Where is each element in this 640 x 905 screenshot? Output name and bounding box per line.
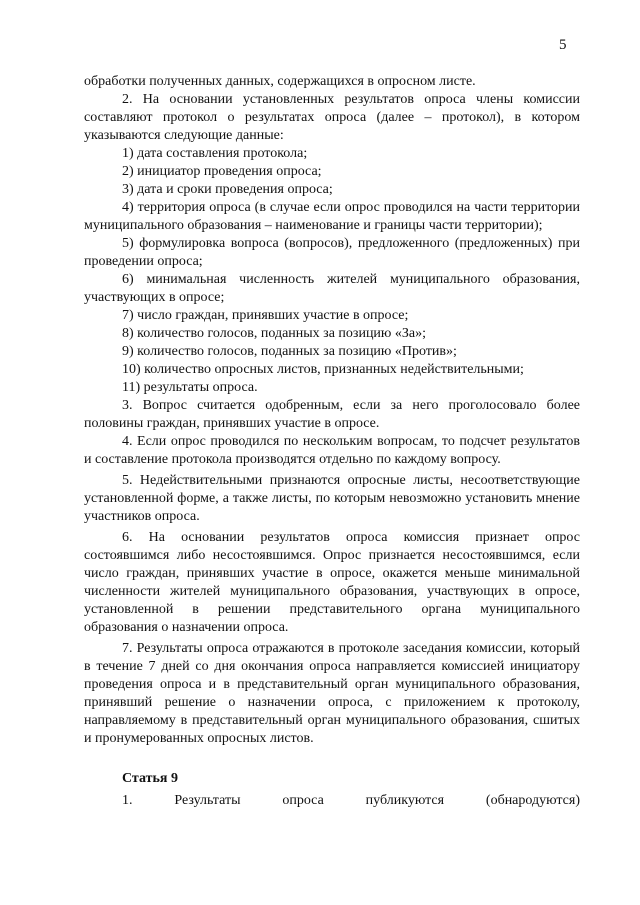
paragraph-continuation: обработки полученных данных, содержащихся в опросном листе. <box>84 74 476 89</box>
paragraph-item-4: 4. Если опрос проводился по нескольким вопросам, то подсчет результатов и составление протокола производятся отдельно по каждому вопросу. <box>84 434 580 467</box>
paragraph-item-7: 7. Результаты опроса отражаются в протоколе заседания комиссии, который в течение 7 дней со дня окончания опроса направляется комиссией инициатору проведения опроса и в представительный орган муниципального образования, принявший решение о назначении опроса, с приложением к протоколу, направляемому в представительный орган муниципального образования, сшитых и пронумерованных опросных листов. <box>84 641 580 746</box>
page-number: 5 <box>559 37 567 53</box>
list-item-2: 2) инициатор проведения опроса; <box>122 164 322 179</box>
list-item-11: 11) результаты опроса. <box>122 380 258 395</box>
document-body <box>84 73 580 810</box>
paragraph-item-6: 6. На основании результатов опроса комиссия признает опрос состоявшимся либо несостоявшимся. Опрос признается несостоявшимся, если число граждан, принявших участие в опросе, окажется меньше минимальной численности жителей муниципального образования, участвующих в опросе, установленной в решении представительного органа муниципального образования о назначении опроса. <box>84 530 580 635</box>
word-promulgated: (обнародуются) <box>485 793 580 808</box>
list-item-5: 5) формулировка вопроса (вопросов), предложенного (предложенных) при проведении опроса; <box>84 236 580 269</box>
list-item-7: 7) число граждан, принявших участие в опросе; <box>122 308 409 323</box>
list-item-10: 10) количество опросных листов, признанных недействительными; <box>122 362 524 377</box>
item-number: 1. <box>122 793 133 808</box>
list-item-6: 6) минимальная численность жителей муниципального образования, участвующих в опросе; <box>84 272 580 305</box>
list-item-8: 8) количество голосов, поданных за позицию «За»; <box>122 326 427 341</box>
article-heading: Статья 9 <box>122 771 178 786</box>
list-item-1: 1) дата составления протокола; <box>122 146 308 161</box>
list-item-9: 9) количество голосов, поданных за позицию «Против»; <box>122 344 457 359</box>
article-9-first-line <box>84 792 580 810</box>
paragraph-item-3: 3. Вопрос считается одобренным, если за него проголосовало более половины граждан, принявших участие в опросе. <box>84 398 580 431</box>
word-results: Результаты <box>174 793 241 808</box>
paragraph-item-2: 2. На основании установленных результатов опроса члены комиссии составляют протокол о результатах опроса (далее – протокол), в котором указываются следующие данные: <box>84 92 580 143</box>
list-item-3: 3) дата и сроки проведения опроса; <box>122 182 333 197</box>
word-survey: опроса <box>282 793 324 808</box>
paragraph-item-5: 5. Недействительными признаются опросные листы, несоответствующие установленной форме, а также листы, по которым невозможно установить мнение участников опроса. <box>84 473 580 524</box>
list-item-4: 4) территория опроса (в случае если опрос проводился на части территории муниципального образования – наименование и границы части территории); <box>84 200 580 233</box>
word-published: публикуются <box>365 793 445 808</box>
